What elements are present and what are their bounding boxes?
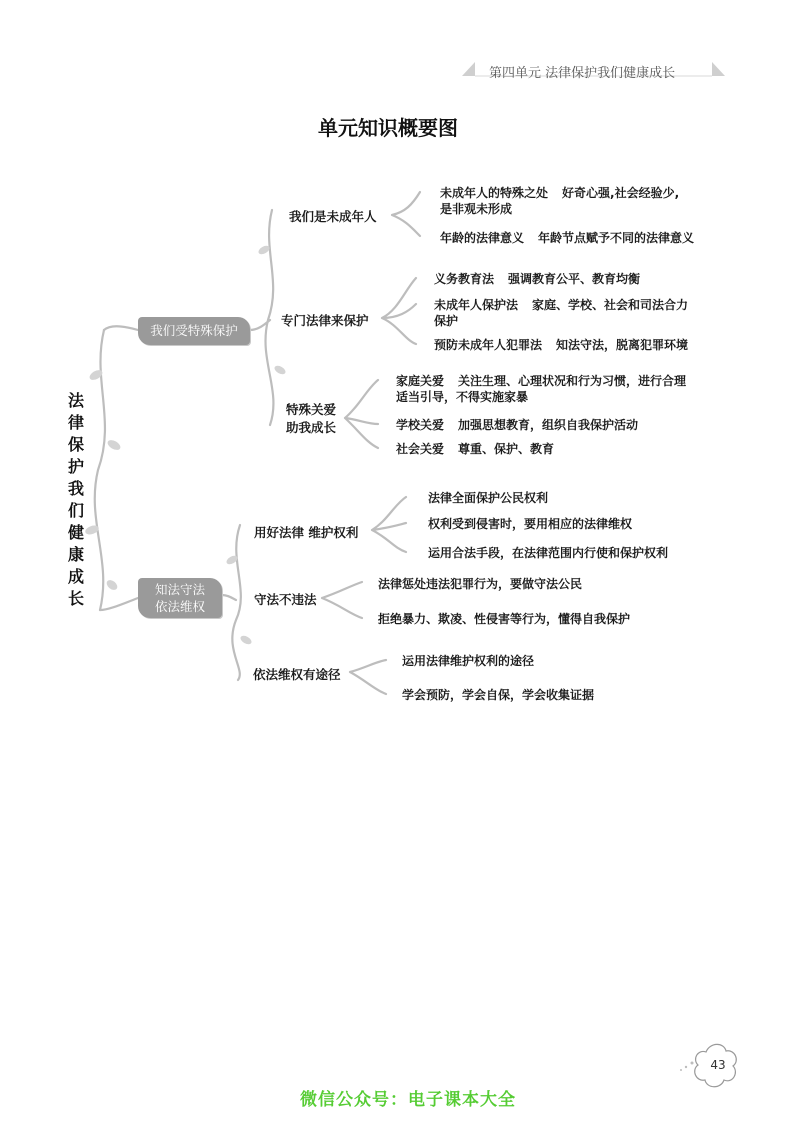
branch-use-law: 用好法律 维护权利 xyxy=(254,525,359,540)
page-title: 单元知识概要图 xyxy=(318,116,458,140)
leaf-legal-means: 运用合法手段，在法律范围内行使和保护权利 xyxy=(428,546,669,560)
unit-header: 第四单元 法律保护我们健康成长 xyxy=(489,66,676,81)
leaf-key: 未成年人保护法 xyxy=(434,298,519,312)
leaf-minor-protection-law xyxy=(434,297,688,329)
leaf-text: 尊重、保护、教育 xyxy=(458,442,555,456)
branch-special-laws: 专门法律来保护 xyxy=(281,313,369,328)
branch-minors: 我们是未成年人 xyxy=(289,209,377,224)
leaf-age-meaning xyxy=(440,230,694,246)
leaf-key: 预防未成年人犯罪法 xyxy=(434,338,543,352)
leaf-text: 年龄节点赋予不同的法律意义 xyxy=(538,231,695,245)
branch-obey-law: 守法不违法 xyxy=(254,592,317,607)
leaf-key: 年龄的法律意义 xyxy=(440,231,525,245)
group-label: 知法守法 xyxy=(154,582,205,597)
group-label-cont: 依法维权 xyxy=(154,599,205,614)
leaf-key: 学校关爱 xyxy=(396,418,445,432)
leaf-family-care xyxy=(396,373,686,405)
leaf-text: 好奇心强,社会经验少, xyxy=(562,186,680,200)
leaf-prevent-evidence: 学会预防，学会自保，学会收集证据 xyxy=(402,688,595,702)
leaf-ways-to-protect: 运用法律维护权利的途径 xyxy=(402,654,535,668)
leaf-minor-traits xyxy=(440,185,679,217)
leaf-text-cont: 保护 xyxy=(434,314,459,328)
branch-special-care xyxy=(286,401,336,437)
leaf-society-care xyxy=(396,441,554,457)
branch-label: 特殊关爱 xyxy=(286,402,337,417)
group-know-law xyxy=(138,578,222,618)
leaf-rights-infringed: 权利受到侵害时，要用相应的法律维权 xyxy=(428,517,633,531)
leaf-text-cont: 是非观未形成 xyxy=(440,202,513,216)
page-number: 43 xyxy=(710,1058,726,1072)
leaf-law-protects-rights: 法律全面保护公民权利 xyxy=(428,491,549,505)
leaf-text: 关注生理、心理状况和行为习惯，进行合理 xyxy=(458,374,687,388)
leaf-school-care xyxy=(396,417,638,433)
watermark-text: 微信公众号：电子课本大全 xyxy=(300,1090,516,1110)
leaf-key: 社会关爱 xyxy=(396,442,445,456)
leaf-compulsory-education-law xyxy=(434,271,640,287)
leaf-text: 加强思想教育，组织自我保护活动 xyxy=(458,418,639,432)
branch-rights-ways: 依法维权有途径 xyxy=(253,667,341,682)
leaf-text: 家庭、学校、社会和司法合力 xyxy=(532,298,689,312)
leaf-text-cont: 适当引导，不得实施家暴 xyxy=(396,390,529,404)
root-node: 法律保护我们健康成长 xyxy=(67,391,84,608)
leaf-text: 强调教育公平、教育均衡 xyxy=(508,272,641,286)
leaf-key: 家庭关爱 xyxy=(396,374,445,388)
leaf-key: 未成年人的特殊之处 xyxy=(440,186,549,200)
leaf-key: 义务教育法 xyxy=(434,272,495,286)
branch-label-cont: 助我成长 xyxy=(286,420,337,435)
leaf-crime-prevention-law xyxy=(434,337,688,353)
leaf-text: 知法守法，脱离犯罪环境 xyxy=(556,338,689,352)
group-special-protection: 我们受特殊保护 xyxy=(138,317,250,345)
leaf-law-punishes: 法律惩处违法犯罪行为，要做守法公民 xyxy=(378,577,583,591)
leaf-refuse-violence: 拒绝暴力、欺凌、性侵害等行为，懂得自我保护 xyxy=(378,612,631,626)
